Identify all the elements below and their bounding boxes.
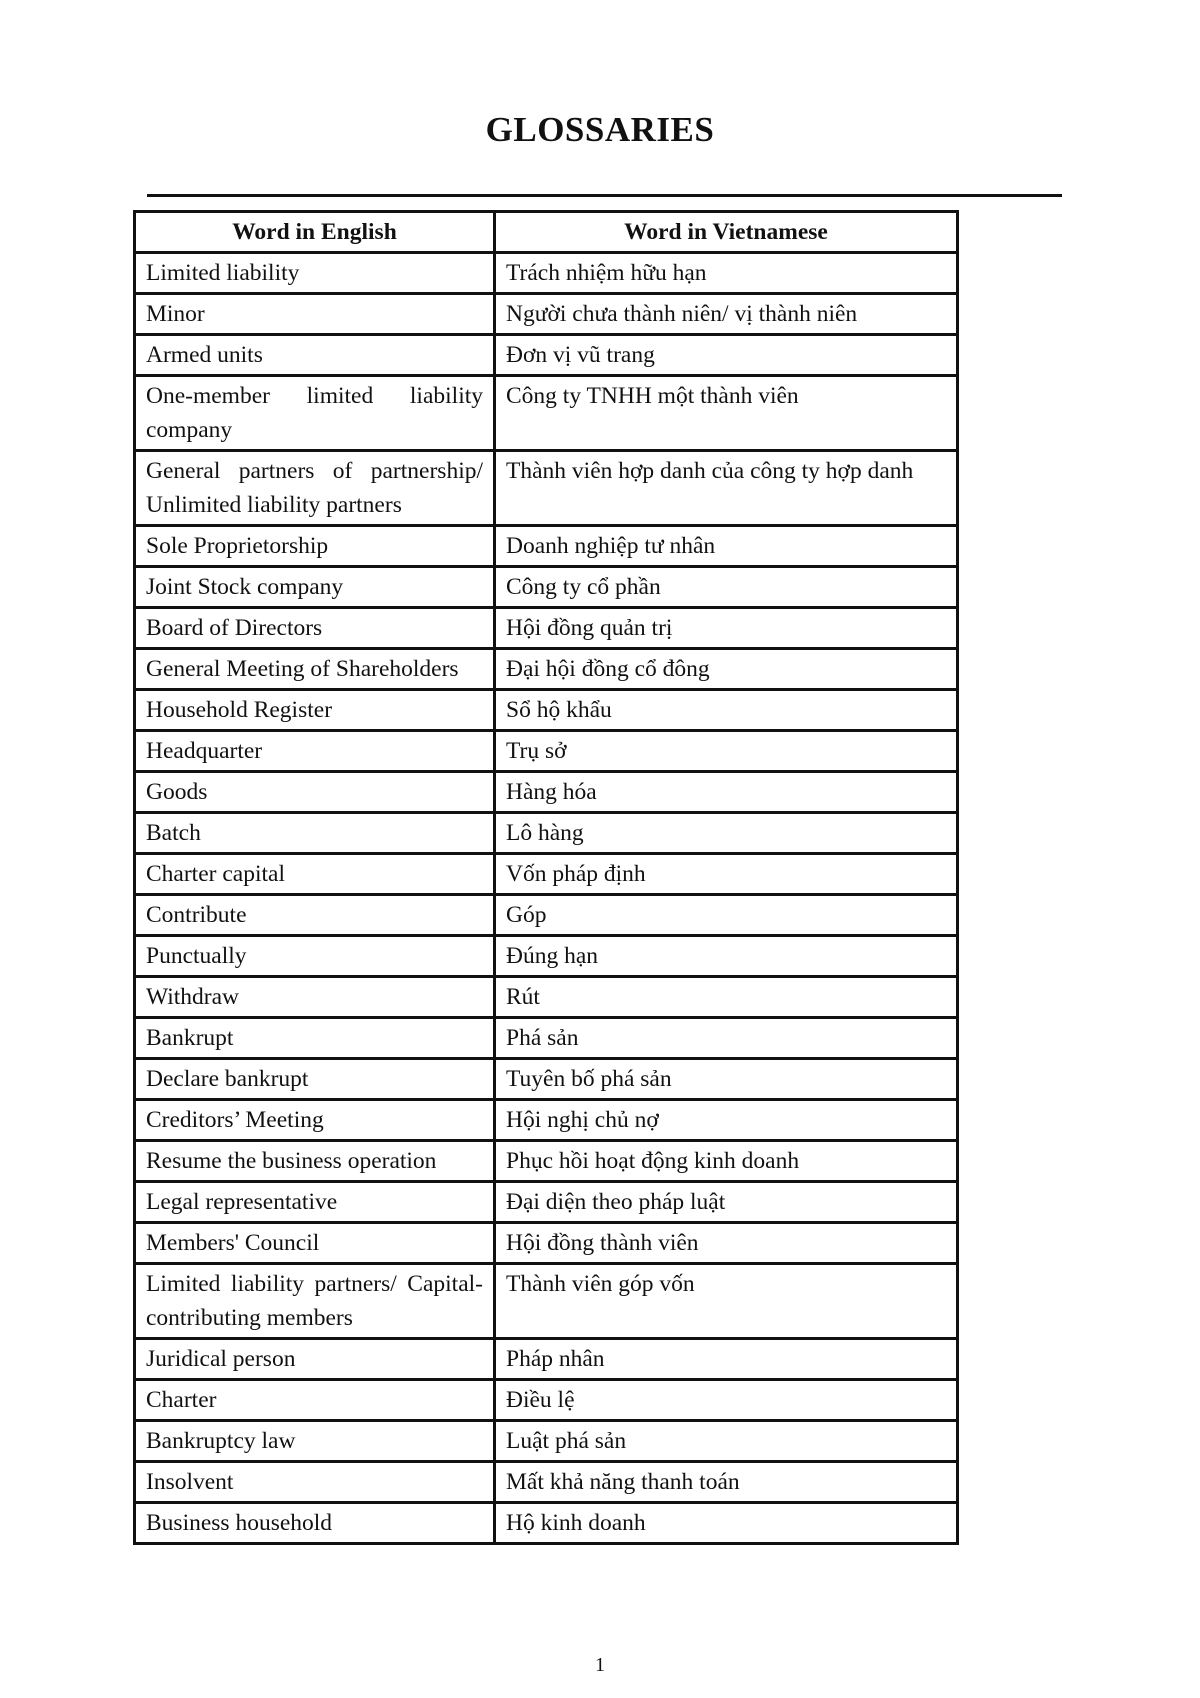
term-english: Charter bbox=[135, 1380, 495, 1421]
term-english: Sole Proprietorship bbox=[135, 526, 495, 567]
table-row bbox=[135, 1141, 958, 1182]
term-vietnamese: Đơn vị vũ trang bbox=[495, 335, 958, 376]
term-english: Withdraw bbox=[135, 977, 495, 1018]
table-row bbox=[135, 977, 958, 1018]
page-number: 1 bbox=[595, 1654, 605, 1676]
table-row bbox=[135, 1339, 958, 1380]
term-english: Contribute bbox=[135, 895, 495, 936]
table-row bbox=[135, 1182, 958, 1223]
table-row bbox=[135, 731, 958, 772]
term-vietnamese: Phục hồi hoạt động kinh doanh bbox=[495, 1141, 958, 1182]
term-vietnamese: Hội nghị chủ nợ bbox=[495, 1100, 958, 1141]
table-row bbox=[135, 649, 958, 690]
term-english: Declare bankrupt bbox=[135, 1059, 495, 1100]
table-row bbox=[135, 1018, 958, 1059]
term-vietnamese: Trụ sở bbox=[495, 731, 958, 772]
table-row bbox=[135, 690, 958, 731]
term-english: Joint Stock company bbox=[135, 567, 495, 608]
term-vietnamese: Hộ kinh doanh bbox=[495, 1503, 958, 1544]
term-english: Board of Directors bbox=[135, 608, 495, 649]
table-row bbox=[135, 1264, 958, 1339]
term-english: General Meeting of Shareholders bbox=[135, 649, 495, 690]
term-vietnamese: Doanh nghiệp tư nhân bbox=[495, 526, 958, 567]
table-row bbox=[135, 608, 958, 649]
table-row bbox=[135, 451, 958, 526]
term-vietnamese: Thành viên góp vốn bbox=[495, 1264, 958, 1339]
term-vietnamese: Công ty TNHH một thành viên bbox=[495, 376, 958, 451]
page-title: GLOSSARIES bbox=[485, 110, 715, 149]
table-row bbox=[135, 567, 958, 608]
term-english: Insolvent bbox=[135, 1462, 495, 1503]
table-row bbox=[135, 813, 958, 854]
table-row bbox=[135, 335, 958, 376]
term-vietnamese: Công ty cổ phần bbox=[495, 567, 958, 608]
column-header-english: Word in English bbox=[135, 212, 495, 253]
term-vietnamese: Vốn pháp định bbox=[495, 854, 958, 895]
table-row bbox=[135, 772, 958, 813]
term-vietnamese: Lô hàng bbox=[495, 813, 958, 854]
table-row bbox=[135, 253, 958, 294]
term-vietnamese: Rút bbox=[495, 977, 958, 1018]
table-row bbox=[135, 1421, 958, 1462]
term-english: Minor bbox=[135, 294, 495, 335]
table-row bbox=[135, 1100, 958, 1141]
table-row bbox=[135, 1503, 958, 1544]
term-english: Business household bbox=[135, 1503, 495, 1544]
term-vietnamese: Đại diện theo pháp luật bbox=[495, 1182, 958, 1223]
table-row bbox=[135, 895, 958, 936]
term-vietnamese: Trách nhiệm hữu hạn bbox=[495, 253, 958, 294]
table-row bbox=[135, 1059, 958, 1100]
table-row bbox=[135, 376, 958, 451]
term-english: Punctually bbox=[135, 936, 495, 977]
term-vietnamese: Hội đồng thành viên bbox=[495, 1223, 958, 1264]
term-vietnamese: Người chưa thành niên/ vị thành niên bbox=[495, 294, 958, 335]
term-vietnamese: Sổ hộ khẩu bbox=[495, 690, 958, 731]
term-english: Batch bbox=[135, 813, 495, 854]
table-row bbox=[135, 526, 958, 567]
term-english: Goods bbox=[135, 772, 495, 813]
table-header-row bbox=[135, 212, 958, 253]
term-vietnamese: Hội đồng quản trị bbox=[495, 608, 958, 649]
term-vietnamese: Hàng hóa bbox=[495, 772, 958, 813]
term-english: Limited liability partners/ Capital-contributing members bbox=[135, 1264, 495, 1339]
term-english: Resume the business operation bbox=[135, 1141, 495, 1182]
term-vietnamese: Góp bbox=[495, 895, 958, 936]
term-english: Creditors’ Meeting bbox=[135, 1100, 495, 1141]
term-english: Limited liability bbox=[135, 253, 495, 294]
table-row bbox=[135, 854, 958, 895]
term-english: Armed units bbox=[135, 335, 495, 376]
term-english: One-member limited liability company bbox=[135, 376, 495, 451]
term-vietnamese: Đúng hạn bbox=[495, 936, 958, 977]
term-english: General partners of partnership/ Unlimited liability partners bbox=[135, 451, 495, 526]
term-vietnamese: Pháp nhân bbox=[495, 1339, 958, 1380]
table-row bbox=[135, 1380, 958, 1421]
table-row bbox=[135, 936, 958, 977]
term-vietnamese: Thành viên hợp danh của công ty hợp danh bbox=[495, 451, 958, 526]
term-vietnamese: Tuyên bố phá sản bbox=[495, 1059, 958, 1100]
term-english: Legal representative bbox=[135, 1182, 495, 1223]
table-row bbox=[135, 1223, 958, 1264]
term-vietnamese: Phá sản bbox=[495, 1018, 958, 1059]
term-vietnamese: Đại hội đồng cổ đông bbox=[495, 649, 958, 690]
table-row bbox=[135, 294, 958, 335]
glossary-body bbox=[135, 253, 958, 1544]
term-english: Charter capital bbox=[135, 854, 495, 895]
term-vietnamese: Mất khả năng thanh toán bbox=[495, 1462, 958, 1503]
glossary-table bbox=[133, 210, 959, 1545]
term-english: Household Register bbox=[135, 690, 495, 731]
term-vietnamese: Điều lệ bbox=[495, 1380, 958, 1421]
term-english: Bankrupt bbox=[135, 1018, 495, 1059]
term-english: Headquarter bbox=[135, 731, 495, 772]
column-header-vietnamese: Word in Vietnamese bbox=[495, 212, 958, 253]
term-vietnamese: Luật phá sản bbox=[495, 1421, 958, 1462]
title-rule bbox=[147, 194, 1062, 197]
term-english: Juridical person bbox=[135, 1339, 495, 1380]
term-english: Bankruptcy law bbox=[135, 1421, 495, 1462]
term-english: Members' Council bbox=[135, 1223, 495, 1264]
table-row bbox=[135, 1462, 958, 1503]
